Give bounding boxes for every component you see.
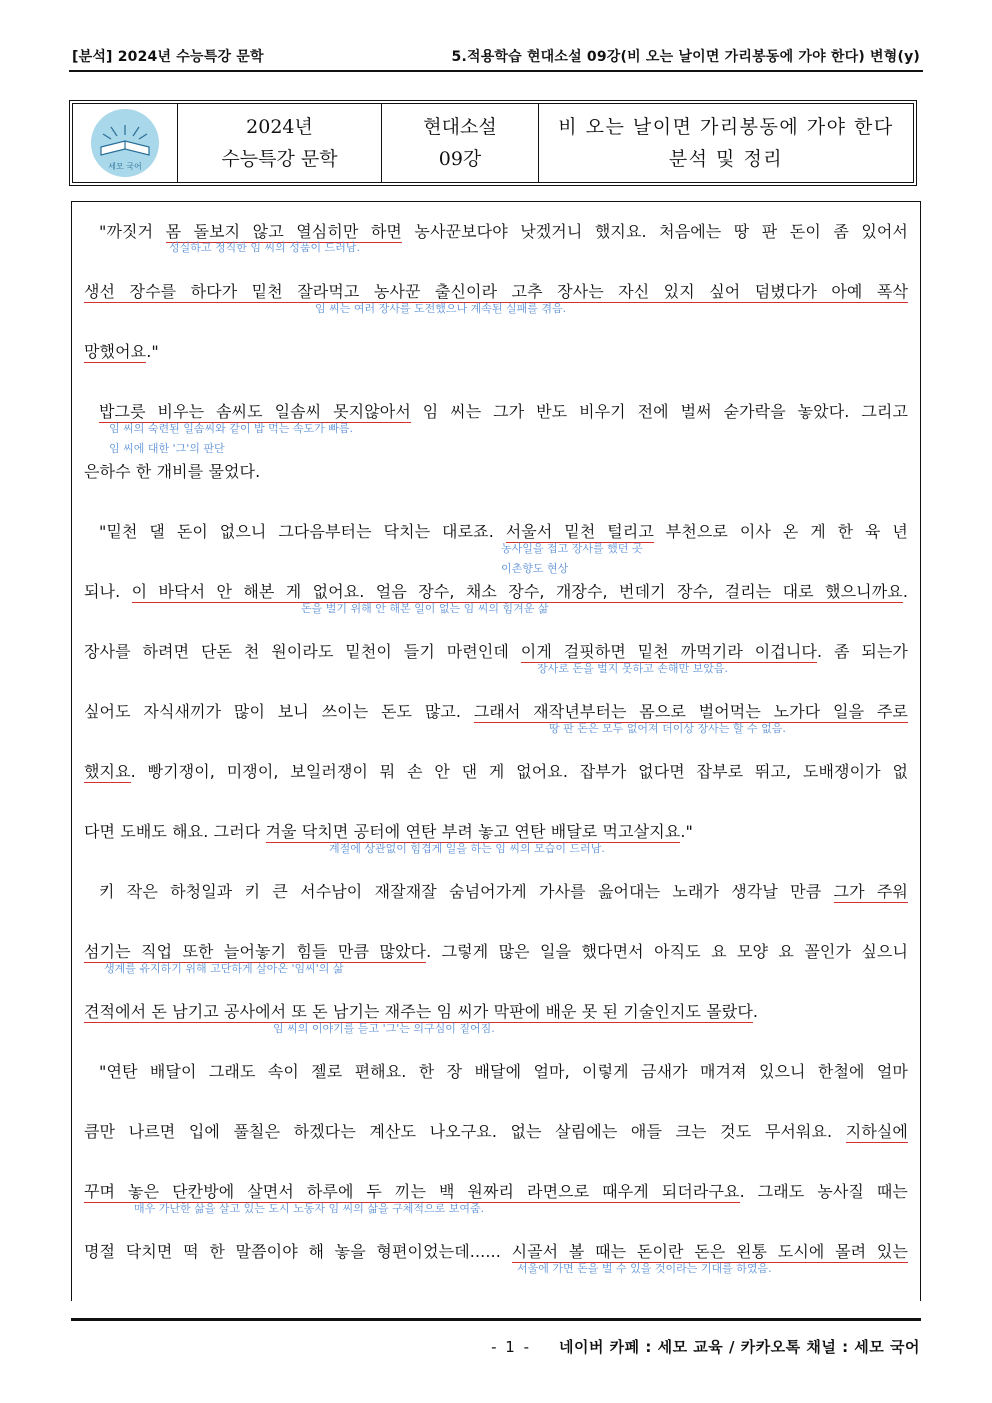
note-3: 임 씨의 숙련된 일솜씨와 같이 밥 먹는 속도가 빠름.	[109, 422, 353, 435]
text-line-14: 견적에서 돈 남기고 공사에서 또 돈 남기는 재주는 임 씨가 막판에 배운 못 된 기술인지도 몰랐다.	[84, 1002, 759, 1021]
unit-cell	[382, 104, 539, 182]
unit-line2: 09강	[438, 148, 482, 170]
footer-divider	[71, 1318, 921, 1321]
text-line-13: 섬기는 직업 또한 늘어놓기 힘들 만큼 많았다. 그렇게 많은 일을 했다면서 아직도 요 모양 요 꼴인가 싶으니	[84, 942, 909, 961]
work-title: 비 오는 날이면 가리봉동에 가야 한다	[558, 116, 894, 138]
text-line-18: 명절 닥치면 떡 한 말쯤이야 해 놓을 형편이었는데...... 시골서 볼 때는 돈이란 돈은 왼통 도시에 몰려 있는	[84, 1242, 908, 1261]
unit-line1: 현대소설	[423, 116, 497, 138]
svg-text:세모 국어: 세모 국어	[108, 162, 142, 171]
note-5: 농사일을 접고 장사를 했던 곳	[501, 542, 643, 555]
note-14: 서울에 가면 돈을 벌 수 있을 것이라는 기대를 하였음.	[517, 1262, 772, 1275]
note-8: 장사로 돈을 벌지 못하고 손해만 보았음.	[537, 662, 728, 675]
text-line-16: 큼만 나르면 입에 풀칠은 하겠다는 계산도 나오구요. 없는 살림에는 애들 크는 것도 무서워요. 지하실에	[84, 1122, 908, 1141]
note-12: 임 씨의 이야기를 듣고 '그'는 의구심이 짙어짐.	[273, 1022, 495, 1035]
text-line-1: "까짓거 몸 돌보지 않고 열심히만 하면 농사꾼보다야 낫겠거니 했지요. 처음에는 땅 판 돈이 좀 있어서	[99, 222, 908, 241]
note-2: 임 씨는 여러 장사를 도전했으나 계속된 실패를 겪음.	[315, 302, 567, 315]
text-line-11: 다면 도배도 해요. 그러다 겨울 닥치면 공터에 연탄 부려 놓고 연탄 배달로 먹고살지요."	[84, 822, 693, 841]
note-10: 계절에 상관없이 힘겹게 일을 하는 임 씨의 모습이 드러남.	[329, 842, 605, 855]
analysis-content	[71, 201, 921, 1301]
note-13: 매우 가난한 삶을 살고 있는 도시 노동자 임 씨의 삶을 구체적으로 보여줌.	[134, 1202, 485, 1215]
header-left: [분석] 2024년 수능특강 문학	[72, 49, 264, 65]
page-number: - 1 -	[491, 1338, 531, 1356]
page-footer	[491, 1336, 920, 1357]
note-11: 생계를 유지하기 위해 고단하게 살아온 '임씨'의 삶	[104, 962, 344, 975]
work-subtitle: 분석 및 정리	[668, 148, 784, 170]
text-line-10: 했지요. 빵기쟁이, 미쟁이, 보일러쟁이 뭐 손 안 댄 게 없어요. 잡부가 없다면 잡부로 뛰고, 도배쟁이가 없	[84, 762, 908, 781]
logo	[83, 107, 167, 179]
book-logo-icon	[83, 107, 167, 179]
text-line-12: 키 작은 하청일과 키 큰 서수남이 재잘재잘 숨넘어가게 가사를 읊어대는 노래가 생각날 만큼 그가 주워	[99, 882, 908, 901]
text-line-4: 밥그릇 비우는 솜씨도 일솜씨 못지않아서 임 씨는 그가 반도 비우기 전에 벌써 숟가락을 놓았다. 그리고	[99, 402, 908, 421]
work-title-cell	[539, 104, 913, 182]
text-line-8: 장사를 하려면 단돈 천 원이라도 밑천이 들기 마련인데 이게 걸핏하면 밑천 까먹기라 이겁니다. 좀 되는가	[84, 642, 908, 661]
footer-channel: 네이버 카페 : 세모 교육 / 카카오톡 채널 : 세모 국어	[558, 1338, 920, 1356]
text-line-3: 망했어요."	[84, 342, 159, 361]
note-7: 돈을 벌기 위해 안 해본 일이 없는 임 씨의 힘겨운 삶	[301, 602, 549, 615]
text-line-15: "연탄 배달이 그래도 속이 젤로 편해요. 한 장 배달에 얼마, 이렇게 금새가 매겨져 있으니 한철에 얼마	[99, 1062, 908, 1081]
header-right: 5.적용학습 현대소설 09강(비 오는 날이면 가리봉동에 가야 한다) 변형(y)	[451, 49, 920, 65]
note-4: 임 씨에 대한 '그'의 판단	[109, 442, 225, 455]
year-line2: 수능특강 문학	[221, 148, 338, 170]
text-line-2: 생선 장수를 하다가 밑천 잘라먹고 농사꾼 출신이라 고추 장사는 자신 있지 싶어 덤볐다가 아예 폭삭	[84, 282, 908, 301]
text-line-17: 꾸며 놓은 단칸방에 살면서 하루에 두 끼는 백 원짜리 라면으로 때우게 되더라구요. 그래도 농사질 때는	[84, 1182, 908, 1201]
year-line1: 2024년	[246, 116, 313, 138]
text-line-6: "밑천 댈 돈이 없으니 그다음부터는 닥치는 대로죠. 서울서 밑천 털리고 부천으로 이사 온 게 한 육 년	[99, 522, 908, 541]
year-cell	[178, 104, 382, 182]
text-line-5: 은하수 한 개비를 물었다.	[84, 462, 261, 481]
note-1: 성실하고 정직한 임 씨의 성품이 드러남.	[169, 241, 360, 254]
text-line-7: 되나. 이 바닥서 안 해본 게 없어요. 얼음 장수, 채소 장수, 개장수, 번데기 장수, 걸리는 대로 했으니까요.	[84, 582, 909, 601]
title-box	[69, 100, 917, 186]
logo-cell	[73, 104, 178, 182]
note-9: 땅 판 돈은 모두 없어져 더이상 장사는 할 수 없음.	[549, 722, 786, 735]
note-6: 이촌향도 현상	[501, 562, 569, 575]
header-divider	[69, 70, 923, 72]
page-header	[72, 36, 920, 66]
text-line-9: 싶어도 자식새끼가 많이 보니 쓰이는 돈도 많고. 그래서 재작년부터는 몸으로 벌어먹는 노가다 일을 주로	[84, 702, 908, 721]
